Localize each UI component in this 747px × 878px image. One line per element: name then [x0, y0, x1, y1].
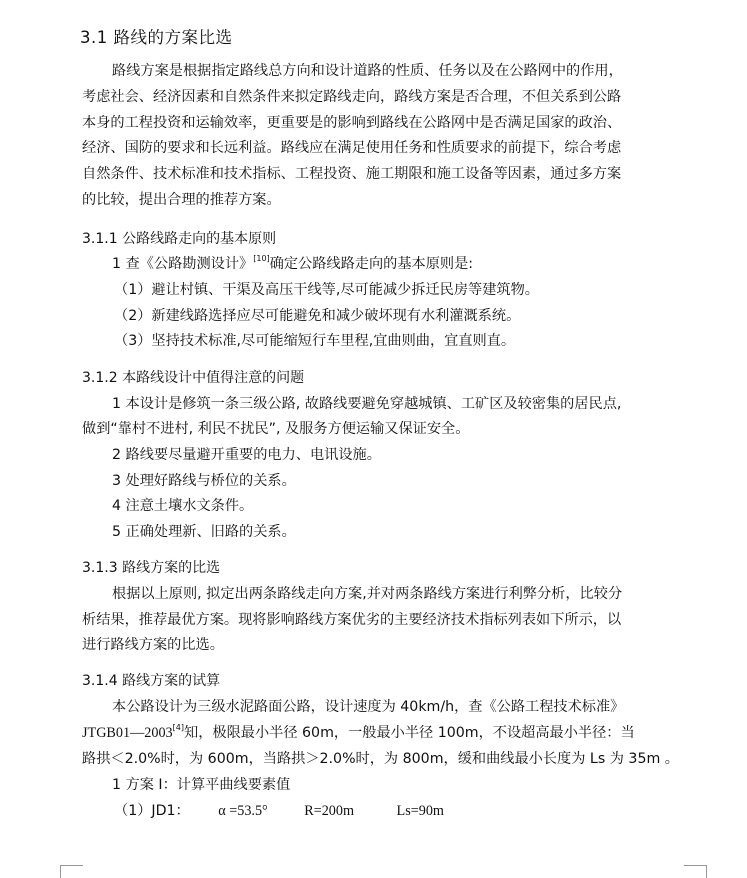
- intro-line: 考虑社会、经济因素和自然条件来拟定路线走向，路线方案是否合理，不但关系到公路: [82, 89, 622, 105]
- jd1-params: [114, 800, 444, 820]
- lead-text-b: 确定公路线路走向的基本原则是:: [269, 256, 474, 272]
- page-corner-mark-right: [684, 865, 707, 878]
- citation-ref: [4]: [172, 723, 184, 733]
- trial-line: 本公路设计为三级水泥路面公路，设计速度为 40km/h，查《公路工程技术标准》: [112, 699, 625, 715]
- principle-item: （2）新建线路选择应尽可能避免和减少破坏现有水利灌溉系统。: [114, 308, 521, 324]
- comparison-line: 根据以上原则, 拟定出两条路线走向方案,并对两条路线方案进行利弊分析，比较分: [112, 586, 623, 602]
- trial-text: 知，极限最小半径 60m，一般最小半径 100m，不设超高最小半径：当: [184, 725, 635, 741]
- trial-line: [82, 722, 635, 742]
- comparison-line: 进行路线方案的比选。: [82, 637, 224, 653]
- section-title: 3.1 路线的方案比选: [80, 28, 233, 47]
- issue-item: 2 路线要尽量避开重要的电力、电讯设施。: [112, 447, 381, 463]
- standard-code: JTGB01—2003: [82, 725, 173, 741]
- jd-radius: R=200m: [304, 803, 355, 819]
- trial-line: 路拱＜2.0%时，为 600m，当路拱＞2.0%时，为 800m，缓和曲线最小长度为 Ls 为 35m 。: [82, 751, 679, 767]
- intro-line: 本身的工程投资和运输效率，更重要是的影响到路线在公路网中是否满足国家的政治、: [82, 115, 622, 131]
- intro-line: 经济、国防的要求和长远利益。路线应在满足使用任务和性质要求的前提下，综合考虑: [82, 140, 622, 156]
- intro-line: 的比较，提出合理的推荐方案。: [82, 192, 281, 208]
- issue-line: 做到“靠村不进村, 利民不扰民”, 及服务方便运输又保证安全。: [82, 421, 470, 437]
- principle-lead: [82, 253, 473, 273]
- principle-item: （1）避让村镇、干渠及高压干线等,尽可能减少拆迁民房等建筑物。: [114, 282, 539, 298]
- jd-label: （1）JD1：: [114, 803, 190, 819]
- comparison-line: 析结果，推荐最优方案。现将影响路线方案优劣的主要经济技术指标列表如下所示，以: [82, 612, 622, 628]
- heading-3-1-2: 3.1.2 本路线设计中值得注意的问题: [82, 370, 305, 386]
- page-corner-mark-left: [60, 865, 83, 878]
- heading-3-1-3: 3.1.3 路线方案的比选: [82, 560, 221, 576]
- principle-item: （3）坚持技术标准,尽可能缩短行车里程,宜曲则曲，宜直则直。: [114, 333, 516, 349]
- issue-item: 3 处理好路线与桥位的关系。: [112, 473, 296, 489]
- intro-line: 路线方案是根据指定路线总方向和设计道路的性质、任务以及在公路网中的作用，: [112, 63, 623, 79]
- issue-item: 4 注意土壤水文条件。: [112, 498, 254, 514]
- citation-ref: [10]: [253, 254, 270, 264]
- issue-line: 1 本设计是修筑一条三级公路, 故路线要避免穿越城镇、工矿区及较密集的居民点,: [112, 396, 622, 412]
- lead-text-a: 1 查《公路勘测设计》: [112, 256, 254, 272]
- heading-3-1-1: 3.1.1 公路线路走向的基本原则: [82, 231, 277, 247]
- intro-line: 自然条件、技术标准和技术指标、工程投资、施工期限和施工设备等因素，通过多方案: [82, 166, 622, 182]
- heading-3-1-4: 3.1.4 路线方案的试算: [82, 673, 221, 689]
- jd-alpha: α =53.5°: [218, 803, 268, 819]
- jd-ls: Ls=90m: [396, 803, 444, 819]
- issue-item: 5 正确处理新、旧路的关系。: [112, 524, 296, 540]
- plan-heading: 1 方案 I：计算平曲线要素值: [112, 777, 291, 793]
